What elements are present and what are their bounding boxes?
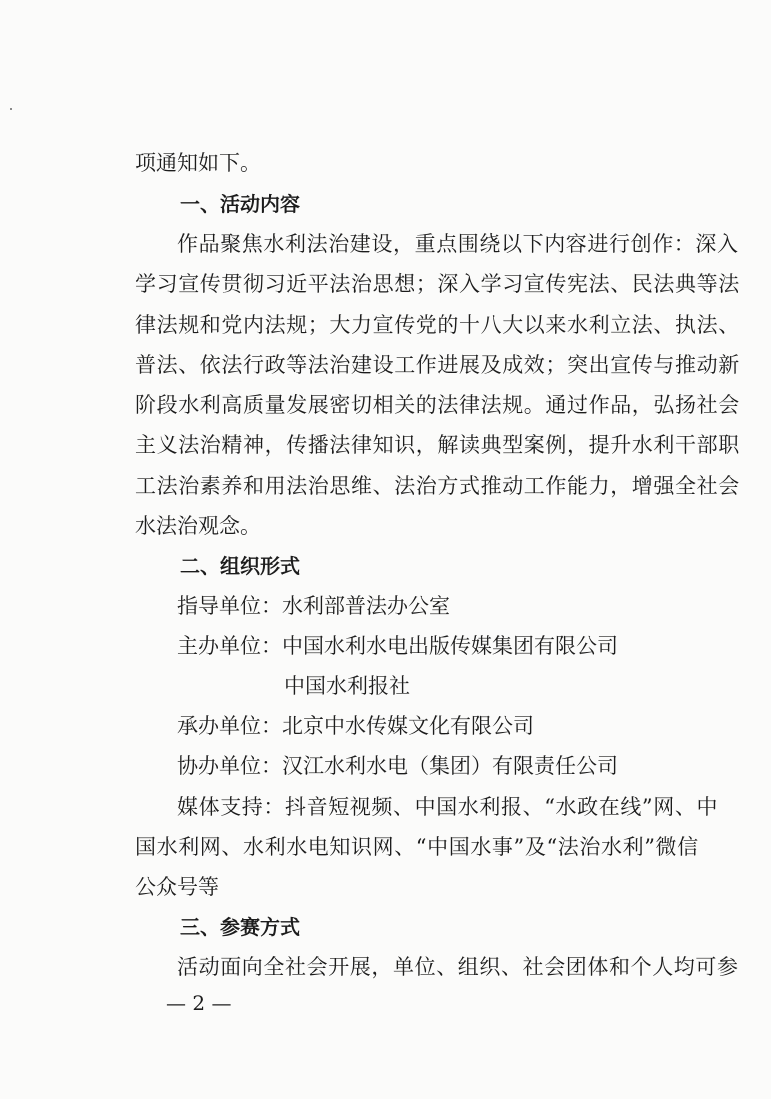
media-support-line: 国水利网、水利水电知识网、“中国水事”及“法治水利”微信 bbox=[135, 835, 699, 859]
scan-speck bbox=[10, 108, 12, 110]
section1-line: 普法、依法行政等法治建设工作进展及成效；突出宣传与推动新 bbox=[135, 353, 740, 377]
co-organizer-unit: 协办单位：汉江水利水电（集团）有限责任公司 bbox=[177, 754, 618, 778]
section1-line: 水法治观念。 bbox=[135, 514, 261, 538]
opening-fragment: 项通知如下。 bbox=[135, 151, 261, 175]
organizer-unit: 承办单位：北京中水传媒文化有限公司 bbox=[177, 714, 534, 738]
media-support-line: 媒体支持：抖音短视频、中国水利报、“水政在线”网、中 bbox=[177, 795, 719, 819]
host-unit-line1: 主办单位：中国水利水电出版传媒集团有限公司 bbox=[177, 634, 618, 658]
section1-line: 学习宣传贯彻习近平法治思想；深入学习宣传宪法、民法典等法 bbox=[135, 272, 740, 296]
section1-line: 作品聚焦水利法治建设，重点围绕以下内容进行创作：深入 bbox=[177, 232, 739, 256]
section3-heading: 三、参赛方式 bbox=[180, 915, 300, 939]
section1-heading: 一、活动内容 bbox=[180, 192, 300, 216]
section2-heading: 二、组织形式 bbox=[180, 554, 300, 578]
page-number: — 2 — bbox=[166, 991, 232, 1015]
section1-line: 律法规和党内法规；大力宣传党的十八大以来水利立法、执法、 bbox=[135, 313, 740, 337]
guide-unit: 指导单位：水利部普法办公室 bbox=[177, 594, 450, 618]
section1-line: 阶段水利高质量发展密切相关的法律法规。通过作品，弘扬社会 bbox=[135, 393, 740, 417]
section1-line: 主义法治精神，传播法律知识，解读典型案例，提升水利干部职 bbox=[135, 433, 740, 457]
host-unit-line2: 中国水利报社 bbox=[284, 674, 410, 698]
section3-line: 活动面向全社会开展，单位、组织、社会团体和个人均可参 bbox=[177, 955, 739, 979]
section1-line: 工法治素养和用法治思维、法治方式推动工作能力，增强全社会 bbox=[135, 474, 740, 498]
media-support-line: 公众号等 bbox=[135, 875, 219, 899]
